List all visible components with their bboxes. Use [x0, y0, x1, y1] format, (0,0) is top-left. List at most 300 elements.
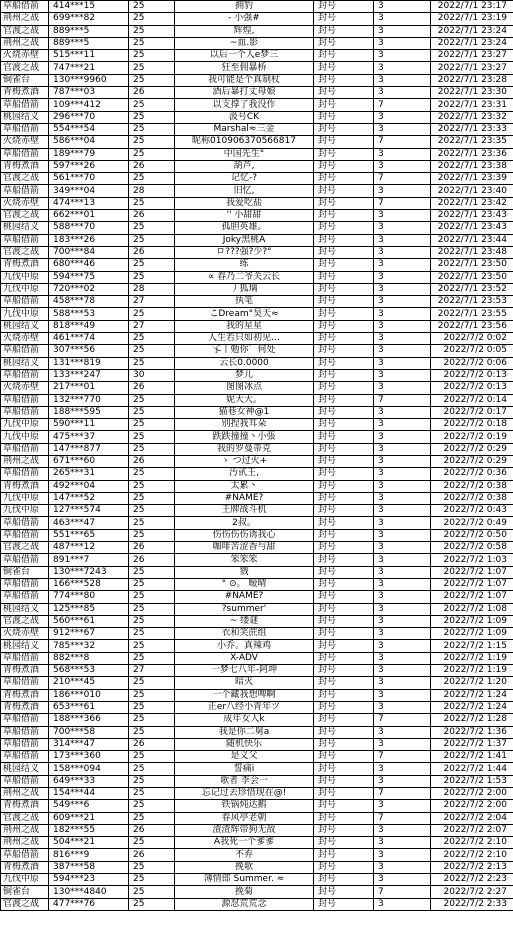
count-cell: 3: [374, 775, 431, 787]
server-cell: 草船借箭: [1, 99, 49, 111]
level-cell: 25: [129, 505, 175, 517]
table-row: [1, 652, 513, 664]
count-cell: 3: [374, 234, 431, 246]
account-cell: 173***360: [49, 751, 129, 763]
account-cell: 590***11: [49, 419, 129, 431]
time-cell: 2022/7/1 23:56: [431, 320, 513, 332]
level-cell: 25: [129, 1, 175, 13]
level-cell: 25: [129, 677, 175, 689]
table-row: [1, 788, 513, 800]
level-cell: 25: [129, 111, 175, 123]
count-cell: 3: [374, 591, 431, 603]
table-row: [1, 1, 513, 13]
count-cell: 3: [374, 320, 431, 332]
count-cell: 3: [374, 210, 431, 222]
account-cell: 671***60: [49, 455, 129, 467]
table-row: [1, 751, 513, 763]
nickname-cell: 戮: [175, 566, 314, 578]
account-cell: 182***55: [49, 824, 129, 836]
time-cell: 2022/7/2 2:10: [431, 837, 513, 849]
level-cell: 25: [129, 173, 175, 185]
time-cell: 2022/7/1 23:38: [431, 160, 513, 172]
server-cell: 青梅煮酒: [1, 87, 49, 99]
status-cell: 封号: [314, 136, 374, 148]
table-row: [1, 738, 513, 750]
nickname-cell: 一个藏我想啤啊: [175, 689, 314, 701]
level-cell: 25: [129, 861, 175, 873]
level-cell: 26: [129, 210, 175, 222]
server-cell: 青梅煮酒: [1, 259, 49, 271]
table-row: [1, 615, 513, 627]
nickname-cell: 歌者 李会一: [175, 775, 314, 787]
count-cell: 3: [374, 763, 431, 775]
table-row: [1, 123, 513, 135]
server-cell: 官渡之战: [1, 173, 49, 185]
status-cell: 封号: [314, 406, 374, 418]
server-cell: 官渡之战: [1, 812, 49, 824]
level-cell: 25: [129, 123, 175, 135]
count-cell: 3: [374, 824, 431, 836]
nickname-cell: 我可能是个真制杖: [175, 74, 314, 86]
level-cell: 25: [129, 837, 175, 849]
status-cell: 封号: [314, 763, 374, 775]
time-cell: 2022/7/2 2:23: [431, 874, 513, 886]
count-cell: 3: [374, 480, 431, 492]
server-cell: 铜雀台: [1, 566, 49, 578]
time-cell: 2022/7/1 23:53: [431, 296, 513, 308]
table-row: [1, 812, 513, 824]
nickname-cell: 跌跌撞撞丶小張: [175, 431, 314, 443]
time-cell: 2022/7/1 23:17: [431, 1, 513, 13]
status-cell: 封号: [314, 861, 374, 873]
time-cell: 2022/7/2 2:13: [431, 861, 513, 873]
server-cell: 铜雀台: [1, 74, 49, 86]
time-cell: 2022/7/2 1:07: [431, 566, 513, 578]
time-cell: 2022/7/2 0:17: [431, 406, 513, 418]
table-row: [1, 210, 513, 222]
count-cell: 3: [374, 185, 431, 197]
account-cell: 889***5: [49, 25, 129, 37]
level-cell: 27: [129, 320, 175, 332]
level-cell: 25: [129, 394, 175, 406]
nickname-cell: #NAME?: [175, 591, 314, 603]
server-cell: 火烧赤壁: [1, 50, 49, 62]
time-cell: 2022/7/2 0:19: [431, 431, 513, 443]
level-cell: 26: [129, 455, 175, 467]
count-cell: 3: [374, 738, 431, 750]
nickname-cell: 笨笨笨: [175, 554, 314, 566]
nickname-cell: 汲号CK: [175, 111, 314, 123]
time-cell: 2022/7/2 2:27: [431, 886, 513, 898]
status-cell: 封号: [314, 283, 374, 295]
time-cell: 2022/7/2 1:53: [431, 775, 513, 787]
server-cell: 草船借箭: [1, 394, 49, 406]
account-cell: 747***21: [49, 62, 129, 74]
account-cell: 477***76: [49, 898, 129, 910]
level-cell: 25: [129, 419, 175, 431]
table-row: [1, 333, 513, 345]
server-cell: 草船借箭: [1, 345, 49, 357]
table-row: [1, 443, 513, 455]
status-cell: 封号: [314, 111, 374, 123]
time-cell: 2022/7/2 1:37: [431, 738, 513, 750]
status-cell: 封号: [314, 345, 374, 357]
count-cell: 3: [374, 419, 431, 431]
server-cell: 桃园结义: [1, 603, 49, 615]
count-cell: 7: [374, 394, 431, 406]
server-cell: 草船借箭: [1, 677, 49, 689]
time-cell: 2022/7/2 1:41: [431, 751, 513, 763]
status-cell: 封号: [314, 99, 374, 111]
table-row: [1, 50, 513, 62]
time-cell: 2022/7/2 2:07: [431, 824, 513, 836]
nickname-cell: 小乔。真辣鸡: [175, 640, 314, 652]
count-cell: 3: [374, 111, 431, 123]
level-cell: 25: [129, 259, 175, 271]
account-cell: 314***47: [49, 738, 129, 750]
server-cell: 草船借箭: [1, 849, 49, 861]
status-cell: 封号: [314, 369, 374, 381]
account-cell: 891***7: [49, 554, 129, 566]
account-cell: 183***26: [49, 234, 129, 246]
nickname-cell: Marshal≈三金: [175, 123, 314, 135]
count-cell: 3: [374, 505, 431, 517]
account-cell: 700***58: [49, 726, 129, 738]
status-cell: 封号: [314, 271, 374, 283]
status-cell: 封号: [314, 505, 374, 517]
server-cell: 九伐中原: [1, 283, 49, 295]
count-cell: 3: [374, 333, 431, 345]
nickname-cell: 孓丨勉你゛何处: [175, 345, 314, 357]
status-cell: 封号: [314, 333, 374, 345]
nickname-cell: ~血.影: [175, 37, 314, 49]
server-cell: 草船借箭: [1, 738, 49, 750]
table-row: [1, 455, 513, 467]
table-row: [1, 874, 513, 886]
time-cell: 2022/7/2 0:50: [431, 529, 513, 541]
count-cell: 3: [374, 357, 431, 369]
status-cell: 封号: [314, 357, 374, 369]
nickname-cell: 2叔。: [175, 517, 314, 529]
nickname-cell: ?summer': [175, 603, 314, 615]
table-row: [1, 591, 513, 603]
server-cell: 青梅煮酒: [1, 689, 49, 701]
level-cell: 25: [129, 591, 175, 603]
server-cell: 九伐中原: [1, 431, 49, 443]
table-row: [1, 566, 513, 578]
server-cell: 草船借箭: [1, 468, 49, 480]
status-cell: 封号: [314, 123, 374, 135]
status-cell: 封号: [314, 652, 374, 664]
time-cell: 2022/7/1 23:52: [431, 283, 513, 295]
table-row: [1, 505, 513, 517]
level-cell: 26: [129, 87, 175, 99]
table-row: [1, 382, 513, 394]
count-cell: 3: [374, 87, 431, 99]
status-cell: 封号: [314, 578, 374, 590]
account-cell: 463***47: [49, 517, 129, 529]
account-cell: 889***5: [49, 37, 129, 49]
account-cell: 217***01: [49, 382, 129, 394]
account-cell: 700***84: [49, 246, 129, 258]
server-cell: 荆州之战: [1, 788, 49, 800]
server-cell: 荆州之战: [1, 824, 49, 836]
table-row: [1, 677, 513, 689]
time-cell: 2022/7/1 23:40: [431, 185, 513, 197]
status-cell: 封号: [314, 812, 374, 824]
count-cell: 3: [374, 628, 431, 640]
count-cell: 3: [374, 222, 431, 234]
table-row: [1, 665, 513, 677]
nickname-cell: 挽歌: [175, 861, 314, 873]
nickname-cell: 誓痛i: [175, 763, 314, 775]
level-cell: 25: [129, 578, 175, 590]
server-cell: 桃园结义: [1, 222, 49, 234]
nickname-cell: 妮大大。: [175, 394, 314, 406]
count-cell: 3: [374, 431, 431, 443]
nickname-cell: 伤伤伤伤诱我心: [175, 529, 314, 541]
server-cell: 青梅煮酒: [1, 861, 49, 873]
nickname-cell: 成年女人k: [175, 714, 314, 726]
nickname-cell: 一梦七八年-阿坤: [175, 665, 314, 677]
table-row: [1, 628, 513, 640]
level-cell: 25: [129, 603, 175, 615]
count-cell: 7: [374, 788, 431, 800]
account-cell: 586***04: [49, 136, 129, 148]
table-row: [1, 160, 513, 172]
account-cell: 680***46: [49, 259, 129, 271]
server-cell: 草船借箭: [1, 123, 49, 135]
count-cell: 3: [374, 615, 431, 627]
level-cell: 25: [129, 628, 175, 640]
table-row: [1, 13, 513, 25]
time-cell: 2022/7/1 23:44: [431, 234, 513, 246]
account-cell: 560***61: [49, 615, 129, 627]
server-cell: 官渡之战: [1, 542, 49, 554]
table-row: [1, 849, 513, 861]
table-row: [1, 283, 513, 295]
time-cell: 2022/7/1 23:32: [431, 111, 513, 123]
table-row: [1, 763, 513, 775]
count-cell: 3: [374, 665, 431, 677]
account-cell: 461***74: [49, 333, 129, 345]
nickname-cell: 挽菊: [175, 886, 314, 898]
count-cell: 3: [374, 123, 431, 135]
table-row: [1, 234, 513, 246]
nickname-cell: 王牌战斗机: [175, 505, 314, 517]
count-cell: 3: [374, 148, 431, 160]
table-row: [1, 99, 513, 111]
account-cell: 653***61: [49, 701, 129, 713]
account-cell: 188***366: [49, 714, 129, 726]
time-cell: 2022/7/1 23:55: [431, 308, 513, 320]
account-cell: 147***52: [49, 492, 129, 504]
server-cell: 青梅煮酒: [1, 701, 49, 713]
status-cell: 封号: [314, 296, 374, 308]
count-cell: 3: [374, 406, 431, 418]
level-cell: 25: [129, 222, 175, 234]
level-cell: 25: [129, 50, 175, 62]
level-cell: 26: [129, 738, 175, 750]
nickname-cell: 源怼荒荒念: [175, 898, 314, 910]
account-cell: 133***247: [49, 369, 129, 381]
level-cell: 25: [129, 431, 175, 443]
account-cell: 568***53: [49, 665, 129, 677]
account-cell: 912***67: [49, 628, 129, 640]
count-cell: 3: [374, 566, 431, 578]
time-cell: 2022/7/2 0:29: [431, 455, 513, 467]
account-cell: 125***85: [49, 603, 129, 615]
server-cell: 官渡之战: [1, 246, 49, 258]
level-cell: 25: [129, 517, 175, 529]
level-cell: 25: [129, 62, 175, 74]
time-cell: 2022/7/1 23:50: [431, 259, 513, 271]
nickname-cell: ゝ つ过火+: [175, 455, 314, 467]
nickname-cell: 我是你二舅a: [175, 726, 314, 738]
table-row: [1, 74, 513, 86]
status-cell: 封号: [314, 419, 374, 431]
server-cell: 荆州之战: [1, 455, 49, 467]
level-cell: 26: [129, 382, 175, 394]
table-row: [1, 148, 513, 160]
time-cell: 2022/7/2 0:43: [431, 505, 513, 517]
count-cell: 3: [374, 160, 431, 172]
time-cell: 2022/7/2 1:36: [431, 726, 513, 738]
time-cell: 2022/7/2 0:02: [431, 333, 513, 345]
level-cell: 26: [129, 824, 175, 836]
time-cell: 2022/7/2 0:18: [431, 419, 513, 431]
nickname-cell: - 小强#: [175, 13, 314, 25]
time-cell: 2022/7/2 0:14: [431, 394, 513, 406]
count-cell: 3: [374, 874, 431, 886]
table-row: [1, 701, 513, 713]
nickname-cell: 孤胆英雄。: [175, 222, 314, 234]
account-cell: 109***412: [49, 99, 129, 111]
nickname-cell: 猫巷女神@1: [175, 406, 314, 418]
table-row: [1, 468, 513, 480]
level-cell: 25: [129, 800, 175, 812]
nickname-cell: 以后一个人e梦三: [175, 50, 314, 62]
status-cell: 封号: [314, 714, 374, 726]
nickname-cell: ~ 缕谜: [175, 615, 314, 627]
server-cell: 九伐中原: [1, 271, 49, 283]
count-cell: 3: [374, 529, 431, 541]
level-cell: 25: [129, 468, 175, 480]
account-cell: 189***79: [49, 148, 129, 160]
server-cell: 草船借箭: [1, 148, 49, 160]
nickname-cell: 衣和笑蔗组: [175, 628, 314, 640]
nickname-cell: 正er八经小青年ツ: [175, 701, 314, 713]
server-cell: 草船借箭: [1, 726, 49, 738]
table-row: [1, 689, 513, 701]
nickname-cell: 云长0.0000: [175, 357, 314, 369]
count-cell: 3: [374, 677, 431, 689]
server-cell: 荆州之战: [1, 13, 49, 25]
account-cell: 662***01: [49, 210, 129, 222]
table-row: [1, 271, 513, 283]
status-cell: 封号: [314, 591, 374, 603]
nickname-cell: 铁锅炖达鹅: [175, 800, 314, 812]
server-cell: 草船借箭: [1, 775, 49, 787]
count-cell: 3: [374, 542, 431, 554]
status-cell: 封号: [314, 210, 374, 222]
status-cell: 封号: [314, 529, 374, 541]
level-cell: 25: [129, 652, 175, 664]
count-cell: 7: [374, 99, 431, 111]
count-cell: 3: [374, 726, 431, 738]
level-cell: 25: [129, 345, 175, 357]
time-cell: 2022/7/2 1:15: [431, 640, 513, 652]
server-cell: 草船借箭: [1, 406, 49, 418]
count-cell: 7: [374, 197, 431, 209]
account-cell: 549***6: [49, 800, 129, 812]
status-cell: 封号: [314, 554, 374, 566]
level-cell: 25: [129, 874, 175, 886]
time-cell: 2022/7/2 1:24: [431, 689, 513, 701]
time-cell: 2022/7/2 1:44: [431, 763, 513, 775]
level-cell: 25: [129, 197, 175, 209]
status-cell: 封号: [314, 468, 374, 480]
account-cell: 597***26: [49, 160, 129, 172]
time-cell: 2022/7/2 1:28: [431, 714, 513, 726]
status-cell: 封号: [314, 13, 374, 25]
server-cell: 草船借箭: [1, 1, 49, 13]
status-cell: 封号: [314, 455, 374, 467]
server-cell: 草船借箭: [1, 185, 49, 197]
nickname-cell: 不弃: [175, 849, 314, 861]
count-cell: 3: [374, 62, 431, 74]
nickname-cell: 中国先生°: [175, 148, 314, 160]
level-cell: 25: [129, 714, 175, 726]
nickname-cell: 昵称010906370566817: [175, 136, 314, 148]
time-cell: 2022/7/2 1:19: [431, 652, 513, 664]
status-cell: 封号: [314, 615, 374, 627]
server-cell: 草船借箭: [1, 591, 49, 603]
time-cell: 2022/7/2 0:58: [431, 542, 513, 554]
time-cell: 2022/7/1 23:28: [431, 74, 513, 86]
level-cell: 25: [129, 726, 175, 738]
status-cell: 封号: [314, 886, 374, 898]
time-cell: 2022/7/2 1:07: [431, 591, 513, 603]
table-row: [1, 62, 513, 74]
table-row: [1, 898, 513, 910]
level-cell: 25: [129, 480, 175, 492]
level-cell: 26: [129, 246, 175, 258]
level-cell: 25: [129, 333, 175, 345]
time-cell: 2022/7/2 2:33: [431, 898, 513, 910]
nickname-cell: 狂至佣暴桥: [175, 62, 314, 74]
nickname-cell: 我的罗曼蒂克: [175, 443, 314, 455]
status-cell: 封号: [314, 492, 374, 504]
nickname-cell: 随机快乐: [175, 738, 314, 750]
level-cell: 25: [129, 763, 175, 775]
status-cell: 封号: [314, 824, 374, 836]
time-cell: 2022/7/1 23:33: [431, 123, 513, 135]
time-cell: 2022/7/1 23:36: [431, 148, 513, 160]
count-cell: 3: [374, 800, 431, 812]
nickname-cell: 梦儿: [175, 369, 314, 381]
count-cell: 3: [374, 25, 431, 37]
nickname-cell: 酒后暴打丈母娘: [175, 87, 314, 99]
server-cell: 草船借箭: [1, 554, 49, 566]
server-cell: 火烧赤壁: [1, 333, 49, 345]
nickname-cell: 辉煌,: [175, 25, 314, 37]
nickname-cell: A我死一个爹爹: [175, 837, 314, 849]
account-cell: 130***4840: [49, 886, 129, 898]
account-cell: 609***21: [49, 812, 129, 824]
account-cell: 818***49: [49, 320, 129, 332]
nickname-cell: Joky黑桃A: [175, 234, 314, 246]
